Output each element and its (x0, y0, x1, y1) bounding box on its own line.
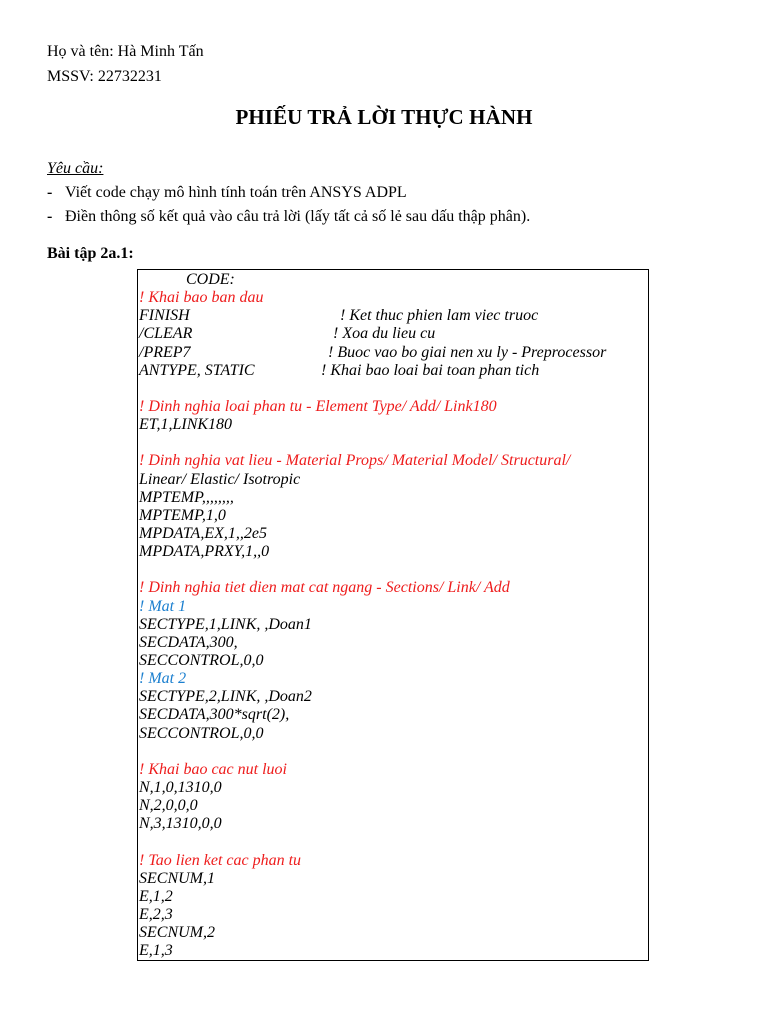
inline-comment: ! Xoa du lieu cu (333, 325, 436, 343)
code-line (139, 416, 648, 434)
requirement-text: Viết code chạy mô hình tính toán trên ANSYS ADPL (65, 184, 407, 201)
exercise-label: Bài tập 2a.1: (47, 245, 134, 262)
code-line (139, 725, 648, 743)
code-text: SECNUM,2 (139, 924, 215, 942)
code-line (139, 706, 648, 724)
student-id: MSSV: 22732231 (47, 68, 162, 85)
code-text: N,2,0,0,0 (139, 797, 198, 815)
code-line (139, 471, 648, 489)
code-line (139, 779, 648, 797)
code-line (139, 888, 648, 906)
code-line (139, 852, 648, 870)
code-text: SECTYPE,1,LINK, ,Doan1 (139, 615, 312, 633)
code-text: N,1,0,1310,0 (139, 778, 222, 796)
code-line (139, 289, 648, 307)
code-text: /CLEAR (139, 325, 193, 343)
code-line (139, 325, 648, 343)
code-line (139, 362, 648, 380)
code-text: SECCONTROL,0,0 (139, 651, 264, 669)
code-line (139, 652, 648, 670)
code-line (139, 380, 648, 398)
code-text: ! Dinh nghia tiet dien mat cat ngang - Sections/ Link/ Add (139, 579, 510, 597)
code-text: E,2,3 (139, 905, 173, 923)
code-text: SECDATA,300, (139, 633, 238, 651)
code-line (139, 598, 648, 616)
code-text: N,3,1310,0,0 (139, 815, 222, 833)
code-line (139, 634, 648, 652)
code-line (139, 761, 648, 779)
code-text: MPDATA,EX,1,,2e5 (139, 524, 267, 542)
code-line (139, 906, 648, 924)
code-line (139, 398, 648, 416)
code-text: /PREP7 (139, 343, 191, 361)
code-line (139, 743, 648, 761)
code-line (139, 797, 648, 815)
requirement-item (47, 184, 407, 202)
code-text: ! Mat 2 (139, 670, 187, 688)
code-text: SECNUM,1 (139, 869, 215, 887)
inline-comment: ! Ket thuc phien lam viec truoc (340, 307, 539, 325)
code-line (139, 525, 648, 543)
code-text: MPTEMP,,,,,,,, (139, 488, 234, 506)
inline-comment: ! Buoc vao bo giai nen xu ly - Preprocessor (328, 343, 607, 361)
page-title: PHIẾU TRẢ LỜI THỰC HÀNH (235, 105, 533, 129)
code-line (139, 344, 648, 362)
inline-comment: ! Khai bao loai bai toan phan tich (321, 361, 540, 379)
code-line (139, 543, 648, 561)
code-text: ! Dinh nghia vat lieu - Material Props/ Material Model/ Structural/ (139, 452, 571, 470)
code-line (139, 870, 648, 888)
code-text: ET,1,LINK180 (139, 416, 233, 434)
requirements-label: Yêu cầu: (47, 160, 104, 177)
code-lines (139, 271, 648, 960)
code-text: SECCONTROL,0,0 (139, 724, 264, 742)
bullet-dash: - (47, 184, 53, 201)
code-line (139, 561, 648, 579)
code-line (139, 942, 648, 960)
code-line (139, 815, 648, 833)
code-text: E,1,2 (139, 887, 173, 905)
code-text: ! Tao lien ket cac phan tu (139, 851, 302, 869)
code-heading: CODE: (186, 271, 235, 288)
code-text: ! Khai bao ban dau (139, 289, 264, 307)
code-line (139, 579, 648, 597)
code-text: Linear/ Elastic/ Isotropic (139, 470, 301, 488)
code-text: SECTYPE,2,LINK, ,Doan2 (139, 688, 312, 706)
code-line (139, 434, 648, 452)
student-name: Họ và tên: Hà Minh Tấn (47, 43, 204, 60)
code-line (139, 688, 648, 706)
code-text: ! Khai bao cac nut luoi (139, 760, 287, 778)
code-line (139, 452, 648, 470)
code-box (137, 269, 649, 961)
code-text: SECDATA,300*sqrt(2), (139, 706, 290, 724)
code-text: E,1,3 (139, 942, 173, 960)
bullet-dash: - (47, 208, 53, 225)
code-line (139, 670, 648, 688)
code-line (139, 489, 648, 507)
code-text: ! Dinh nghia loai phan tu - Element Type/ Add/ Link180 (139, 397, 497, 415)
code-line (139, 616, 648, 634)
code-text: ANTYPE, STATIC (139, 361, 255, 379)
code-text: FINISH (139, 307, 190, 325)
code-line (139, 833, 648, 851)
code-line (139, 307, 648, 325)
requirement-text: Điền thông số kết quả vào câu trả lời (lấy tất cả số lẻ sau dấu thập phân). (65, 208, 531, 225)
code-text: MPDATA,PRXY,1,,0 (139, 543, 270, 561)
code-line (139, 924, 648, 942)
code-line (139, 507, 648, 525)
requirement-item (47, 208, 530, 226)
code-text: ! Mat 1 (139, 597, 187, 615)
code-text: MPTEMP,1,0 (139, 506, 226, 524)
